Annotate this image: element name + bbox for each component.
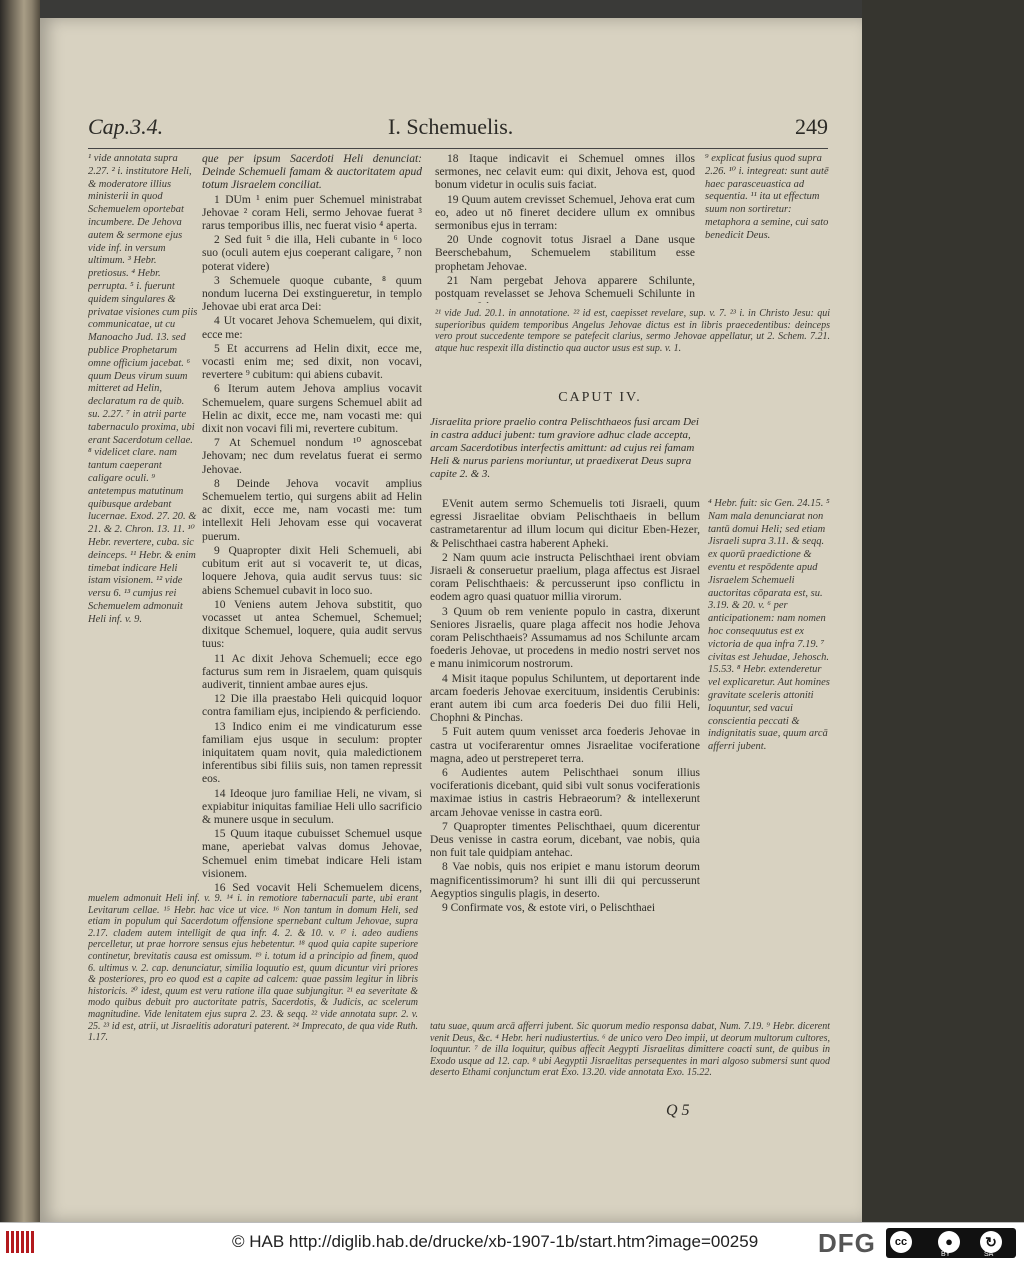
sa-label: SA: [984, 1251, 994, 1258]
cc-icon: cc: [890, 1231, 912, 1253]
chapter-heading: CAPUT IV.: [558, 390, 642, 405]
verse: 5 Fuit autem quum venisset arca foederis Jehovae in castra ut vociferarentur omnes Jisraelitae vociferatione magna, adeo ut perstreperet terra.: [430, 726, 700, 765]
verse: 13 Indico enim ei me vindicaturum esse familiam ejus usque in seculum: propter iniquitatem quam novit, quia maledictionem inferentibus sibi filiis suis, non tamen repressit eos.: [202, 720, 422, 786]
footer-bar: [0, 1222, 1024, 1262]
chapter-margin-notes: ⁴ Hebr. fuit: sic Gen. 24.15. ⁵ Nam mala denunciarat non tantū domui Heli; sed etiam Jisraeli supra 3.11. & seqq. ex quorū praedictione & eventu et respōdente apud Jisraelem Schemueli auctoritas cōparata est, su. 3.19. & 20. v. ⁶ per anticipationem: nam nomen hoc consequutus est ex victoria de qua infra 7.19. ⁷ civitas est Jehudae, Jehosch. 15.53. ⁸ Hebr. extenderetur vel explicaretur. Aut homines gravitate sceleris attoniti loquuntur, sed vacui conscientia peccati & indignitatis suae, quum arcā afferri jubent.: [708, 498, 830, 753]
verse: 8 Vae nobis, quis nos eripiet e manu istorum deorum magnificentissimorum? hi sunt illi dii qui percusserunt Aegyptios singulis plagis, in deserto.: [430, 861, 700, 900]
verse: 9 Quapropter dixit Heli Schemueli, abi cubitum erit aut si vocaverit te, ut dicas, loquere Jehova, quia audit servus tuus: sic abiens Schemuel cubavit in loco suo.: [202, 544, 422, 597]
mid-footnotes: ²¹ vide Jud. 20.1. in annotatione. ²² id est, caepisset revelare, sup. v. 7. ²³ i. in Christo Jesu: qui superioribus quidem temporibus Angelus Jehovae dictus est in libris praecedentibus: deinceps vero prout succedente tempore se patefecit clarius, sermo Jehovae appellatur, ut 2. Schem. 7.21. atque huc respexit illa distinctio qua auctor usus est sup. v. 1.: [435, 308, 830, 354]
verse: EVenit autem sermo Schemuelis toti Jisraeli, quum egressi Jisraelitae obviam Pelischthaeis in bellum castrametarentur ad illum locum qui dicitur Eben-Hezer, & Pelischthaei castra haberent Apheki.: [430, 498, 700, 550]
dfg-logo: DFG: [818, 1228, 876, 1258]
verse: 10 Veniens autem Jehova substitit, quo vocasset ut antea Schemuel, Schemuel; dixitque Schemuel, loquere, quia audit servus tuus:: [202, 598, 422, 651]
verse: 9 Confirmate vos, & estote viri, o Pelischthaei: [442, 902, 656, 915]
verse: 16 Sed vocavit Heli Schemuelem dicens,: [214, 881, 422, 893]
verse: 7 At Schemuel nondum ¹⁰ agnoscebat Jehovam; nec dum revelatus fuerat ei sermo Jehovae.: [202, 437, 422, 476]
background-right: [862, 0, 1024, 1222]
verse: 8 Deinde Jehova vocavit amplius Schemuelem tertio, qui surgens abiit ad Helin ac dixit, ecce me, nam vocasti me: tum intellexit Heli Jehovam esse qui vocaverat puerum.: [202, 477, 422, 543]
verse: 14 Ideoque juro familiae Heli, ne vivam, si expiabitur iniquitas familiae Heli ullo sacrificio & munere usque in seculum.: [202, 787, 422, 826]
share-alike-icon: ↻: [980, 1231, 1002, 1253]
source-url[interactable]: © HAB http://diglib.hab.de/drucke/xb-1907-1b/start.htm?image=00259: [232, 1232, 759, 1251]
verse: 21 Nam pergebat Jehova apparere Schilunte, postquam revelasset se Jehova Schemueli Schilunte in: [435, 274, 695, 301]
verse: 3 Quum ob rem veniente populo in castra, dixerunt Seniores Jisraelis, quare plaga affecit nos hodie Jehova coram Pelischthaeis? Assumamus ad nos Schilunte arcam foederis Jehovae, ut procedens in medio nostri servet nos e manu inimicorum nostrorum.: [430, 605, 700, 671]
main-column: [202, 153, 422, 893]
verse: 1 DUm ¹ enim puer Schemuel ministrabat Jehovae ² coram Heli, sermo Jehovae fuerat ³ rarus temporibus illis, nec fuerat visio ⁴ aperta.: [202, 193, 422, 233]
verse: 2 Sed fuit ⁵ die illa, Heli cubante in ⁶ loco suo (oculi autem ejus coeperant caligare, ⁷ non poterat videre): [202, 234, 422, 273]
left-footnotes: muelem admonuit Heli inf. v. 9. ¹⁴ i. in remotiore tabernaculi parte, ubi erant Levitarum cellae. ¹⁵ Hebr. hac vice ut vice. ¹⁶ Non tantum in domum Heli, sed etiam in populum qui Sacerdotum offensione spernebant cultum Jehovae, supra 2.17. cladem autem intelligit de qua infr. 4. 2. & 10. v. ¹⁷ i. adeo audiens percelletur, ut prae horrore sensus ejus hebetentur. ¹⁸ quod quia capite superiore continetur, brevitatis causa est omissum. ¹⁹ i. totum id a principio ad finem, quod 6. ultimus v. 2. cap. denunciatur, similia loquutio est, quum dicuntur viri priores & posteriores, pro eo quod est a capite ad calcem: quae passim legitur in libris historicis. ²⁰ idest, quum est veru ratione illa quae subjungitur. ²¹ ea severitate & modo quibus debuit pro auctoritate patris, Sacerdotis, & Judicis, ac scelerum magnitudine. Vide lenitatem ejus supra 2. 23. & seqq. ²² vide annotata supr. 2. v. 25. ²³ id est, atrii, ut Jisraelitis adoraturi paterent. ²⁴ Imprecato, de qua vide Ruth. 1.17.: [88, 893, 418, 1044]
verse: 12 Die illa praestabo Heli quicquid loquor contra familiam ejus, incipiendo & perficiendo.: [202, 693, 422, 719]
verse: 6 Iterum autem Jehova amplius vocavit Schemuelem, quare surgens Schemuel abiit ad Helin ac dixit, ecce me, nam vocasti me: qui dixit non vocavi fili mi, revertere cubitum.: [202, 383, 422, 436]
verse: 4 Ut vocaret Jehova Schemuelem, qui dixit, ecce me:: [202, 315, 422, 341]
verse: 19 Quum autem crevisset Schemuel, Jehova erat cum eo, adeo ut nō fineret decidere ullum ex omnibus sermonibus ejus in terram:: [435, 193, 695, 233]
header-title: I. Schemuelis.: [388, 114, 514, 139]
left-margin-notes: ¹ vide annotata supra 2.27. ² i. institutore Heli, & moderatore illius ministerii in quod Schemuelem oportebat incumbere. De Jehova autem & sermone ejus vide inf. in versum ultimum. ³ Hebr. pretiosus. ⁴ Hebr. perrupta. ⁵ i. fuerunt quidem singulares & privatae visiones cum piis communicatae, ut cu Manoacho Jud. 13. sed publice Prophetarum omne officium jacebat. ⁶ quum Deus virum suum mitteret ad Helin, declaratum ra de quib. su. 2.27. ⁷ in atrii parte tabernaculo proxima, ubi erant Sacerdotum cellae. ⁸ videlicet clare. nam tantum caeperant caligare oculi. ⁹ antetempus matutinum quibusque ardebant lucernae. Exod. 27. 20. & 21. & 2. Chron. 13. 11. ¹⁰ Hebr. revertere, cuba. sic deinceps. ¹¹ Hebr. & enim timebat indicare Heli istam visionem. ¹² vide versu 6. ¹³ cumjus rei Schemuelem admonuit Heli inf. v. 9.: [88, 153, 198, 625]
library-logo-icon: [6, 1231, 36, 1253]
verse: 6 Audientes autem Pelischthaei sonum illius vociferationis dicebant, quid sibi vult sonus vociferationis maximae istius in castris Hebraeorum? & intellexerunt arcam Jehovae venisse in castra eorū.: [430, 767, 700, 819]
book-page: [40, 18, 862, 1222]
header-chapter: Cap.3.4.: [88, 114, 164, 139]
verse: 4 Misit itaque populus Schiluntem, ut deportarent inde arcam foederis Jehovae exercituum, insidentis Cerubinis: erant autem ibi cum arca foederis Dei duo filii Heli, Chophni & Pinchas.: [430, 672, 700, 725]
header-rule: [88, 148, 828, 149]
verse: 11 Ac dixit Jehova Schemueli; ecce ego facturus sum rem in Jisraelem, quam quisquis audiverit, tinnient ambae aures ejus.: [202, 652, 422, 691]
verse: 2 Nam quum acie instructa Pelischthaei irent obviam Jisraeli & conseruetur praelium, plaga affectus est Jisrael coram Pelischthaeis: & percusserunt ipso conflictu in eodem agro quasi quatuor millia virorum.: [430, 551, 700, 604]
chapter-summary-end: que per ipsum Sacerdoti Heli denunciat: Deinde Schemueli famam & auctoritatem apud totum Jisraelem conciliat.: [202, 153, 422, 192]
chapter-column: [430, 498, 700, 958]
verse: 7 Quapropter timentes Pelischthaei, quum dicerentur Deus venisse in castra eorum, dicebant, vae nobis, quia non fuit tale quidpiam antehac.: [430, 820, 700, 860]
right-margin-notes-top: ⁹ explicat fusius quod supra 2.26. ¹⁰ i. integreat: sunt autē haec parasceuastica ad sequentia. ¹¹ ita ut effectum suum non sortiretur: metaphora a semine, cui sato benedicit Deus.: [705, 153, 829, 241]
cc-license-badge[interactable]: [886, 1228, 1016, 1258]
verse: 3 Schemuele quoque cubante, ⁸ quum nondum lucerna Dei exstingueretur, in templo Jehovae ubi erat arca Dei:: [202, 274, 422, 314]
chapter-summary: Jisraelita priore praelio contra Pelischthaeos fusi arcam Dei in castra adduci jubent: tum graviore adhuc clade accepta, arcam Sacerdotibus interfectis amittunt: ad cujus rei famam Heli & nurus pariens moriuntur, ut praedixerat Deus supra capite 2. & 3.: [430, 416, 699, 480]
verse: 20 Unde cognovit totus Jisrael a Dane usque Beerschebahum, Schemuelem stabilitum esse prophetam Jehovae.: [435, 234, 695, 273]
verse: 5 Et accurrens ad Helin dixit, ecce me, vocasti enim me; sed dixit, non vocavi, revertere ⁹ cubitum: qui abiens cubavit.: [202, 342, 422, 382]
signature-mark: Q 5: [666, 1102, 690, 1119]
verse: 18 Itaque indicavit ei Schemuel omnes illos sermones, nec celavit eum: qui dixit, Jehova est, quod bonum videtur in oculis suis faciat.: [435, 153, 695, 192]
right-column-top: [435, 153, 695, 303]
attribution-icon: ●: [938, 1231, 960, 1253]
running-header: [88, 114, 828, 144]
book-edge: [0, 0, 40, 1222]
right-footnotes: tatu suae, quum arcā afferri jubent. Sic quorum medio responsa dabat, Num. 7.19. ⁹ Hebr. dicerent venit Deus, &c. ⁴ Hebr. heri nudiustertius. ⁶ de unico vero Deo impii, ut deorum multorum cultores, loquuntur. ⁷ de illa loquitur, quibus affecit Aegypti Jisraelitas dimittere coacti sunt, de quibus in Exodo usque ad 12. cap. ⁸ ubi Aegyptii Jisraelitas persequentes in mari algoso submersi sunt quod deserto Ethami conjunctum erat Exo. 13.20. vide annotata Exo. 15.22.: [430, 1021, 830, 1079]
verse: 15 Quum itaque cubuisset Schemuel usque mane, aperiebat valvas domus Jehovae, Schemuel enim timebat indicare Heli istam visionem.: [202, 828, 422, 880]
by-label: BY: [941, 1251, 951, 1258]
page-number: 249: [795, 114, 828, 139]
